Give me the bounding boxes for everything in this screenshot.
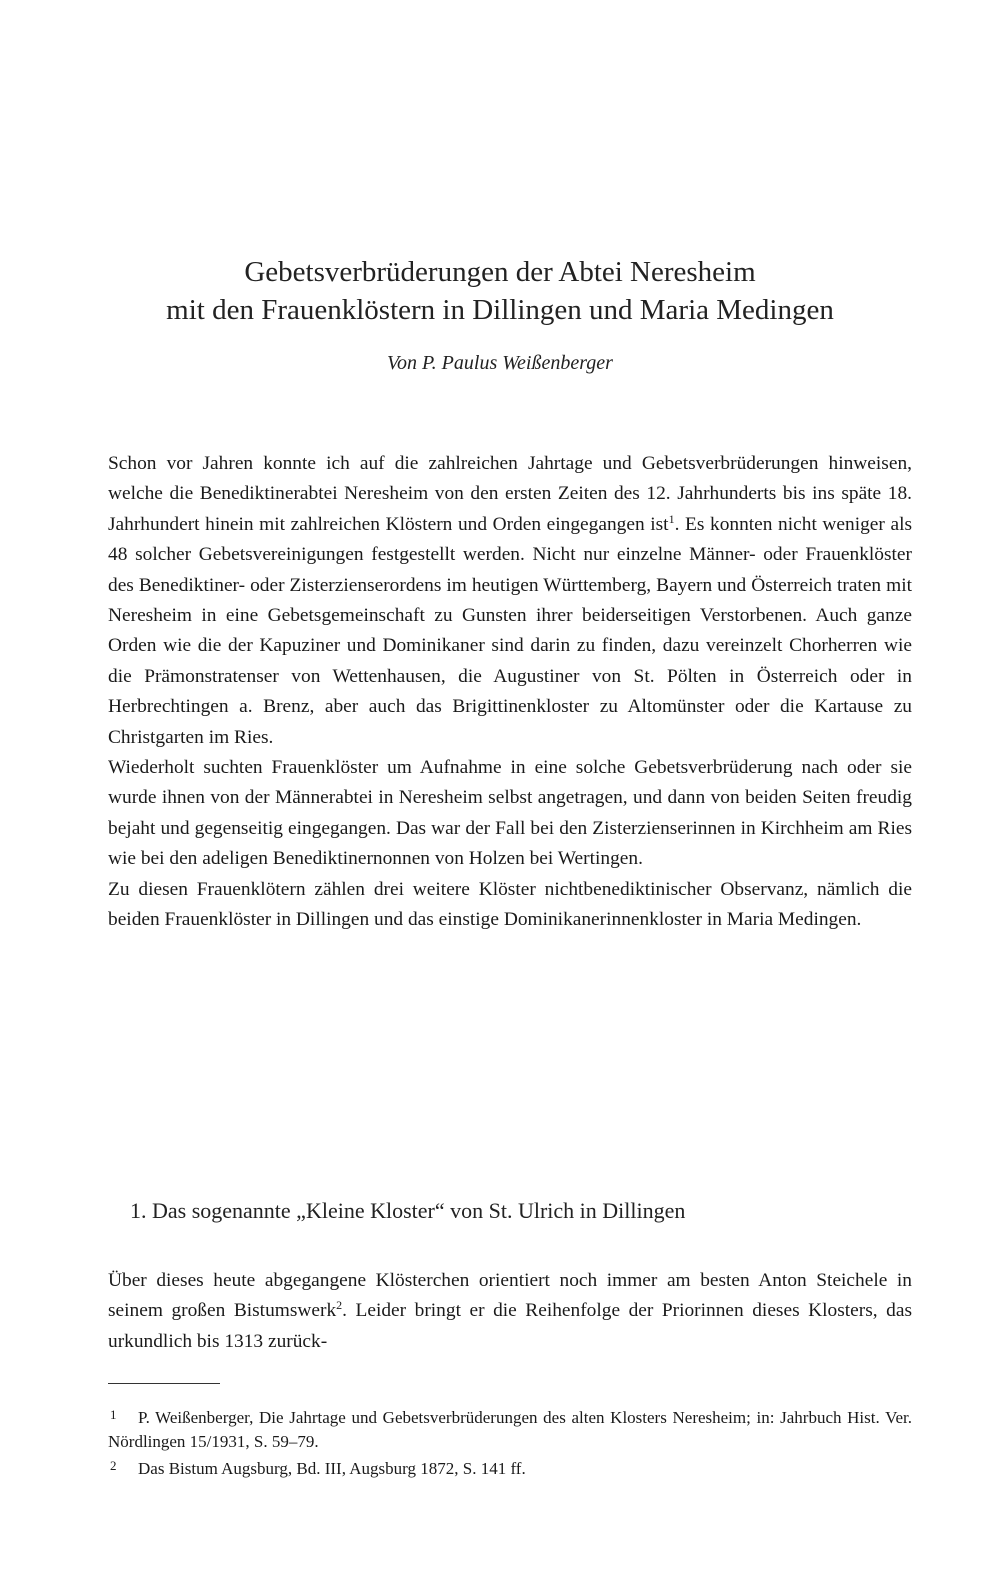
title-line-1: Gebetsverbrüderungen der Abtei Neresheim — [244, 256, 756, 288]
footnotes — [108, 1403, 912, 1481]
footnote-1 — [108, 1403, 912, 1454]
section-1-paragraph-1-text-a: Über dieses heute abgegangene Klösterchen orientiert noch immer am besten Anton Steichele in seinem großen Bistumswerk — [108, 1270, 912, 1322]
footnote-1-text: P. Weißenberger, Die Jahrtage und Gebetsverbrüderungen des alten Klosters Neresheim; in: Jahrbuch Hist. Ver. Nördlingen 15/1931, S. 59–79. — [108, 1408, 912, 1451]
footnote-1-number: 1 — [110, 1407, 117, 1422]
footnote-2-text: Das Bistum Augsburg, Bd. III, Augsburg 1872, S. 141 ff. — [138, 1459, 526, 1478]
intro-section — [108, 449, 912, 936]
footnote-ref-2: 2 — [336, 1298, 343, 1313]
section-1-paragraph-1-text-b: . Leider bringt er die Reihenfolge der Priorinnen dieses Klosters, das urkundlich bis 1313 zurück- — [108, 1300, 912, 1352]
intro-paragraph-1-text-b: . Es konnten nicht weniger als 48 solcher Gebetsvereinigungen festgestellt werden. Nicht nur einzelne Männer- oder Frauenklöster des Benediktiner- oder Zisterzienserordens im heutigen Württemberg, Bayern und Österreich traten mit Neresheim in eine Gebetsgemeinschaft zu Gunsten ihrer beiderseitigen Verstorbenen. Auch ganze Orden wie die der Kapuziner und Dominikaner sind darin zu finden, dazu vereinzelt Chorherren wie die Prämonstratenser von Wettenhausen, die Augustiner von St. Pölten in Österreich oder in Herbrechtingen a. Brenz, aber auch das Brigittinenkloster zu Altomünster oder die Kartause zu Christgarten im Ries. — [108, 513, 913, 748]
section-heading-1: 1. Das sogenannte „Kleine Kloster“ von St. Ulrich in Dillingen — [130, 1198, 686, 1223]
footnote-2 — [108, 1454, 912, 1481]
author-line: Von P. Paulus Weißenberger — [387, 352, 613, 374]
section-1-paragraph-1 — [108, 1266, 912, 1357]
footnote-divider — [108, 1383, 220, 1384]
intro-paragraph-1 — [108, 449, 912, 753]
intro-paragraph-2: Wiederholt suchten Frauenklöster um Aufnahme in eine solche Gebetsverbrüderung nach oder sie wurde ihnen von der Männerabtei in Neresheim selbst angetragen, und dann von beiden Seiten freudig bejaht und gegenseitig eingegangen. Das war der Fall bei den Zisterzienserinnen in Kirchheim am Ries wie bei den adeligen Benediktinernonnen von Holzen bei Wertingen. — [108, 757, 912, 870]
intro-paragraph-3: Zu diesen Frauenklötern zählen drei weitere Klöster nichtbenediktinischer Observanz, nämlich die beiden Frauenklöster in Dillingen und das einstige Dominikanerinnenkloster in Maria Medingen. — [108, 878, 912, 931]
article-title — [0, 253, 1000, 329]
title-line-2: mit den Frauenklöstern in Dillingen und Maria Medingen — [166, 294, 834, 326]
section-1-body — [108, 1266, 912, 1357]
intro-paragraph-1-text-a: Schon vor Jahren konnte ich auf die zahlreichen Jahrtage und Gebetsverbrüderungen hinweisen, welche die Benediktinerabtei Neresheim von den ersten Zeiten des 12. Jahrhunderts bis ins späte 18. Jahrhundert hinein mit zahlreichen Klöstern und Orden eingegangen ist — [108, 453, 912, 535]
footnote-ref-1: 1 — [668, 511, 675, 526]
footnote-2-number: 2 — [110, 1458, 117, 1473]
